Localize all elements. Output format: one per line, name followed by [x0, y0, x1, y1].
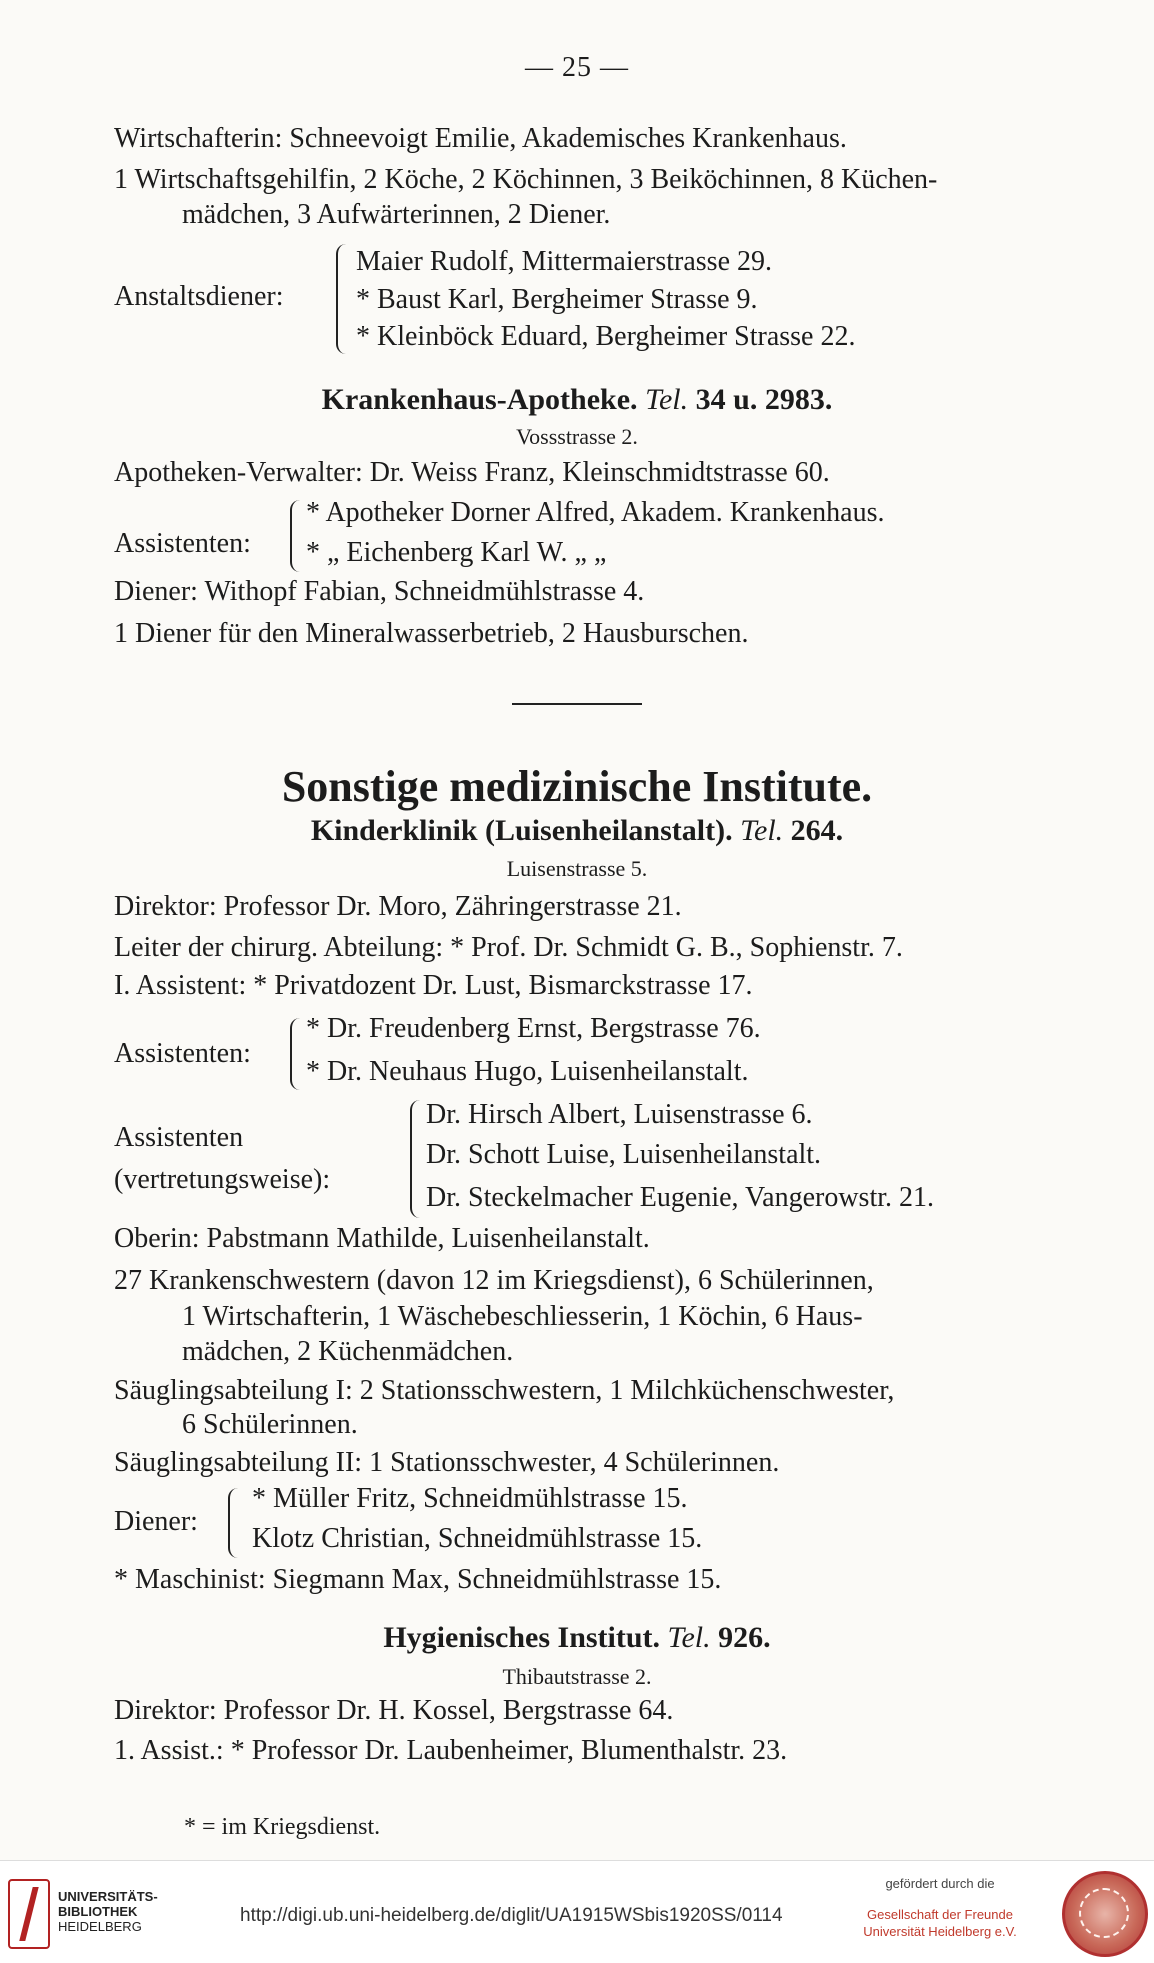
section-heading-kinderklinik — [0, 814, 1154, 848]
section-heading-hygiene — [0, 1621, 1154, 1655]
text-line: * Apotheker Dorner Alfred, Akadem. Krankenhaus. — [306, 497, 885, 528]
sponsor-org-line: Universität Heidelberg e.V. — [863, 1924, 1017, 1939]
text-line: Dr. Steckelmacher Eugenie, Vangerowstr. 21. — [426, 1182, 935, 1213]
page-number: — 25 — — [525, 52, 629, 83]
brace — [228, 1488, 238, 1558]
divider — [512, 703, 642, 705]
library-logo-icon — [8, 1879, 50, 1949]
text-line: * Dr. Freudenberg Ernst, Bergstrasse 76. — [306, 1013, 761, 1044]
text-line: mädchen, 2 Küchenmädchen. — [182, 1336, 514, 1367]
text-line: 1. Assist.: * Professor Dr. Laubenheimer, Blumenthalstr. 23. — [114, 1735, 788, 1766]
university-seal-icon — [1062, 1871, 1148, 1957]
text-line: Diener: Withopf Fabian, Schneidmühlstrasse 4. — [114, 576, 645, 607]
text-line: * Maschinist: Siegmann Max, Schneidmühlstrasse 15. — [114, 1564, 722, 1595]
text-line: Leiter der chirurg. Abteilung: * Prof. Dr. Schmidt G. B., Sophienstr. 7. — [114, 932, 903, 963]
text-line: I. Assistent: * Privatdozent Dr. Lust, Bismarckstrasse 17. — [114, 970, 753, 1001]
footnote: * = im Kriegsdienst. — [184, 1814, 381, 1840]
text-line: Maier Rudolf, Mittermaierstrasse 29. — [356, 246, 773, 277]
text-line: * „ Eichenberg Karl W. „ „ — [306, 537, 607, 568]
text-line: Oberin: Pabstmann Mathilde, Luisenheilanstalt. — [114, 1223, 650, 1254]
section-title: Sonstige medizinische Institute. — [281, 762, 873, 811]
text-line: Säuglingsabteilung I: 2 Stationsschwestern, 1 Milchküchenschwester, — [114, 1375, 895, 1406]
tel-number: 34 u. 2983. — [695, 383, 833, 416]
text-line: * Dr. Neuhaus Hugo, Luisenheilanstalt. — [306, 1056, 749, 1087]
sponsor-org-line: Gesellschaft der Freunde — [867, 1907, 1013, 1922]
heading-name: Krankenhaus-Apotheke. — [321, 383, 638, 416]
library-name — [58, 1889, 158, 1934]
address-line: Thibautstrasse 2. — [502, 1664, 652, 1689]
permalink-url[interactable]: http://digi.ub.uni-heidelberg.de/diglit/UA1915WSbis1920SS/0114 — [240, 1905, 783, 1926]
heading-name: Hygienisches Institut. — [383, 1621, 661, 1654]
sponsor-by: gefördert durch die — [885, 1876, 995, 1891]
address-line: Vossstrasse 2. — [516, 424, 638, 449]
library-name-line: BIBLIOTHEK — [58, 1904, 138, 1919]
vertretung-label: (vertretungsweise): — [114, 1164, 331, 1195]
anstaltsdiener-label: Anstaltsdiener: — [114, 281, 284, 312]
tel-label: Tel. — [740, 814, 784, 847]
text-line: Apotheken-Verwalter: Dr. Weiss Franz, Kleinschmidtstrasse 60. — [114, 457, 830, 488]
text-line: * Kleinböck Eduard, Bergheimer Strasse 22. — [356, 321, 856, 352]
text-line: 1 Diener für den Mineralwasserbetrieb, 2 Hausburschen. — [114, 618, 749, 649]
brace — [290, 500, 300, 572]
vertretung-label: Assistenten — [114, 1122, 244, 1153]
text-line: Wirtschafterin: Schneevoigt Emilie, Akademisches Krankenhaus. — [114, 123, 847, 154]
address-line: Luisenstrasse 5. — [506, 856, 648, 881]
assistenten-label: Assistenten: — [114, 528, 251, 559]
diener-label: Diener: — [114, 1506, 198, 1537]
text-line: Dr. Schott Luise, Luisenheilanstalt. — [426, 1139, 822, 1170]
footer-bar — [0, 1860, 1154, 1963]
assistenten-label: Assistenten: — [114, 1038, 251, 1069]
text-line: * Müller Fritz, Schneidmühlstrasse 15. — [252, 1483, 688, 1514]
brace — [336, 244, 348, 354]
tel-number: 264. — [790, 814, 844, 847]
brace — [410, 1100, 420, 1218]
tel-label: Tel. — [645, 383, 689, 416]
tel-number: 926. — [718, 1621, 771, 1654]
text-line: 27 Krankenschwestern (davon 12 im Kriegsdienst), 6 Schülerinnen, — [114, 1265, 874, 1296]
text-line: Direktor: Professor Dr. H. Kossel, Bergstrasse 64. — [114, 1695, 674, 1726]
heading-name: Kinderklinik (Luisenheilanstalt). — [310, 814, 733, 847]
text-line: 6 Schülerinnen. — [182, 1409, 358, 1440]
library-name-line: HEIDELBERG — [58, 1919, 142, 1934]
text-line: 1 Wirtschaftsgehilfin, 2 Köche, 2 Köchinnen, 3 Beiköchinnen, 8 Küchen- — [114, 164, 938, 195]
tel-label: Tel. — [667, 1621, 711, 1654]
library-name-line: UNIVERSITÄTS- — [58, 1889, 158, 1904]
text-line: mädchen, 3 Aufwärterinnen, 2 Diener. — [182, 199, 611, 230]
text-line: Klotz Christian, Schneidmühlstrasse 15. — [252, 1523, 703, 1554]
text-line: Dr. Hirsch Albert, Luisenstrasse 6. — [426, 1099, 813, 1130]
section-heading-apotheke — [0, 383, 1154, 417]
sponsor-credit — [850, 1875, 1030, 1940]
brace — [290, 1018, 300, 1090]
text-line: Direktor: Professor Dr. Moro, Zähringerstrasse 21. — [114, 891, 682, 922]
text-line: * Baust Karl, Bergheimer Strasse 9. — [356, 284, 758, 315]
text-line: Säuglingsabteilung II: 1 Stationsschwester, 4 Schülerinnen. — [114, 1447, 780, 1478]
text-line: 1 Wirtschafterin, 1 Wäschebeschliesserin, 1 Köchin, 6 Haus- — [182, 1301, 863, 1332]
